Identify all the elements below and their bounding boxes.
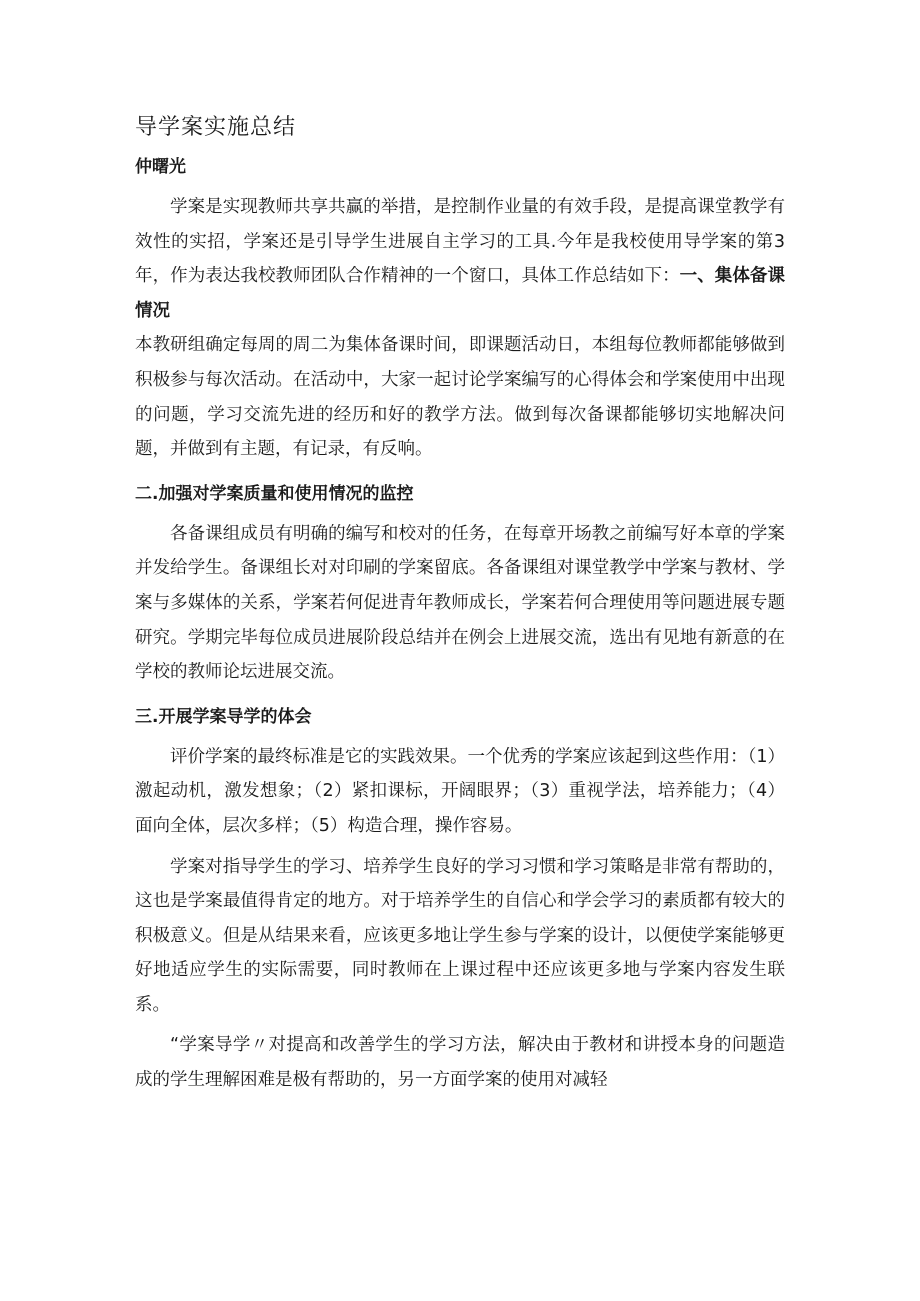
section1-heading: 一、集体备课情况 xyxy=(135,266,786,321)
section3-paragraph-3: “学案导学〃对提高和改善学生的学习方法，解决由于教材和讲授本身的问题造成的学生理解困难是极有帮助的，另一方面学案的使用对减轻 xyxy=(135,1035,785,1091)
section3-paragraph-1: 评价学案的最终标准是它的实践效果。一个优秀的学案应该起到这些作用：（1）激起动机，激发想象；（2）紧扣课标，开阔眼界；（3）重视学法，培养能力；（4）面向全体，层次多样；（5）构造合理，操作容易。 xyxy=(135,746,785,836)
intro-text: 学案是实现教师共享共赢的举措，是控制作业量的有效手段，是提高课堂教学有效性的实招，学案还是引导学生进展自主学习的工具.今年是我校使用导学案的第3年，作为表达我校教师团队合作精神的一个窗口，具体工作总结如下： xyxy=(135,197,785,287)
section3-heading: 三.开展学案导学的体会 xyxy=(135,706,312,727)
document-author: 仲曙光 xyxy=(135,157,186,177)
intro-paragraph xyxy=(135,190,785,328)
section1-paragraph: 本教研组确定每周的周二为集体备课时间，即课题活动日，本组每位教师都能够做到积极参与每次活动。在活动中，大家一起讨论学案编写的心得体会和学案使用中出现的问题，学习交流先进的经历和好的教学方法。做到每次备课都能够切实地解决问题，并做到有主题，有记录，有反响。 xyxy=(135,335,785,460)
spacer xyxy=(135,690,785,696)
document-title: 导学案实施总结 xyxy=(135,115,297,140)
spacer xyxy=(135,467,785,473)
section3-paragraph-2: 学案对指导学生的学习、培养学生良好的学习习惯和学习策略是非常有帮助的，这也是学案最值得肯定的地方。对于培养学生的自信心和学会学习的素质都有较大的积极意义。但是从结果来看，应该更多地让学生参与学案的设计，以便使学案能够更好地适应学生的实际需要，同时教师在上课过程中还应该更多地与学案内容发生联系。 xyxy=(135,856,785,1015)
section2-paragraph: 各备课组成员有明确的编写和校对的任务，在每章开场教之前编写好本章的学案并发给学生。备课组长对对印刷的学案留底。各备课组对课堂教学中学案与教材、学案与多媒体的关系，学案若何促进青年教师成长，学案若何合理使用等问题进展专题研究。学期完毕每位成员进展阶段总结并在例会上进展交流，选出有见地有新意的在学校的教师论坛进展交流。 xyxy=(135,523,785,683)
document-body xyxy=(135,108,785,1098)
section2-heading: 二.加强对学案质量和使用情况的监控 xyxy=(135,483,414,504)
